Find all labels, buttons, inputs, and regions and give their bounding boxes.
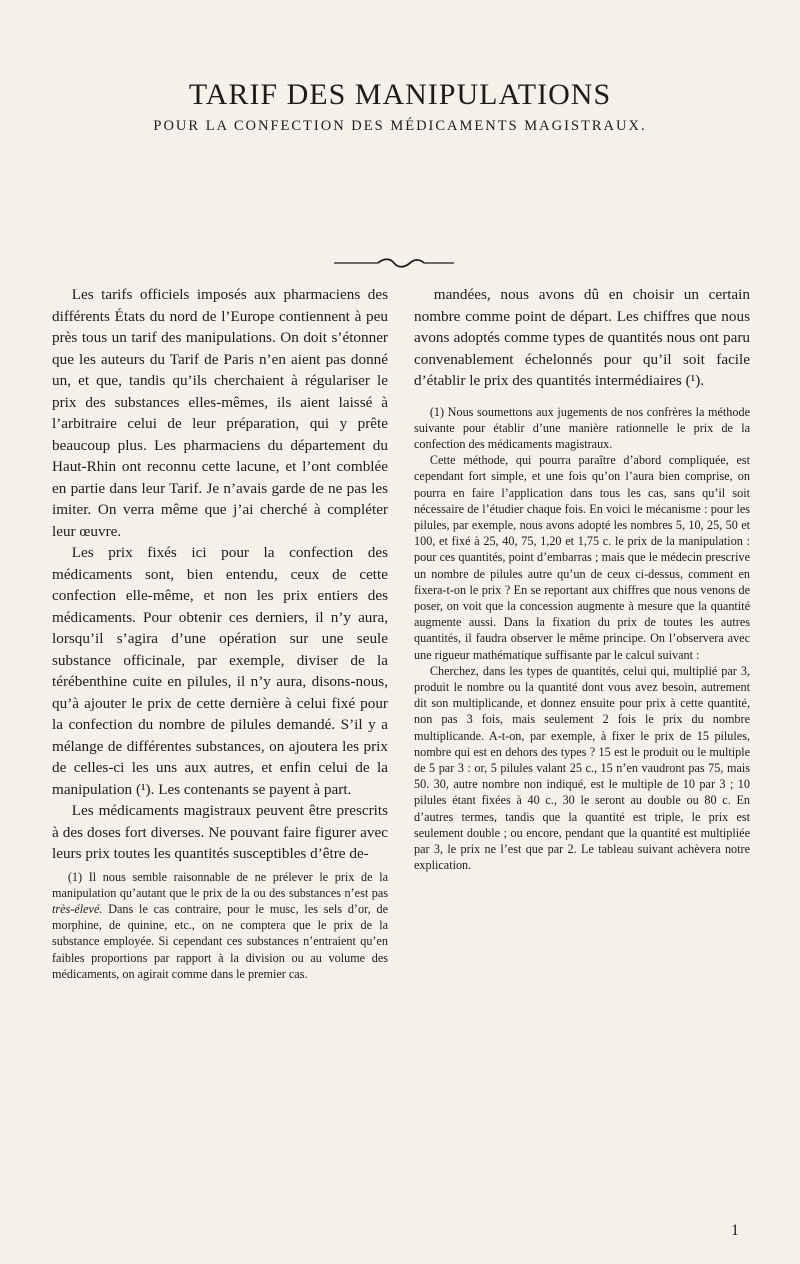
left-column	[52, 284, 388, 982]
footnote-emphasis: très-élevé.	[52, 901, 103, 916]
page-title: TARIF DES MANIPULATIONS	[188, 78, 612, 112]
paragraph-doses: Les médicaments magistraux peuvent être prescrits à des doses fort diverses. Ne pouvant faire figurer avec leurs prix toutes les quantités susceptibles d’être de-	[52, 802, 388, 862]
footnote-right-2: Cette méthode, qui pourra paraître d’abord compliquée, est cependant fort simple, et une fois qu’on l’aura bien comprise, on pourra en faire l’application dans tous les cas, sans qu’il soit nécessaire de l’étudier chaque fois. En voici le mécanisme : pour les pilules, par exemple, nous avons adopté les nombres 5, 10, 25, 50 et 100, et fixé à 25, 40, 75, 1,20 et 1,75 c. le prix de la manipulation : pour ces quantités, point d’embarras ; mais que le médecin prescrive un nombre de pilules autre qu’un de ceux ci-dessus, comment en fixera-t-on le prix ? En se reportant aux chiffres que nous venons de poser, on voit que la concession augmente à mesure que la quantité augmente aussi. Dans la fixation du prix de toutes les autres quantités, il faudra observer le même principe. On l’observera avec une rigueur mathématique suffisante par le calcul suivant :	[414, 453, 750, 662]
right-column	[414, 284, 750, 873]
footnote-right-3: Cherchez, dans les types de quantités, celui qui, multiplié par 3, produit le nombre ou la quantité dont vous avez besoin, autrement dit son multiplicande, et donnez ensuite pour prix à cette quantité, non pas 3 fois, mais seulement 2 fois le prix du nombre multiplicande. A-t-on, par exemple, à fixer le prix de 15 pilules, nombre qui est en dehors des types ? 15 est le produit ou le multiple de 5 par 3 : or, 5 pilules valant 25 c., 15 n’en vaudront pas 75, mais 50. 30, autre nombre non indiqué, est le multiple de 10 par 3 ; 10 pilules étant fixées à 40 c., 30 le seront au double ou 80 c. En d’autres termes, tandis que la quantité est triple, le prix est seulement double ; ou encore, pendant que la quantité est multipliée par 3, le prix ne l’est que par 2. Le tableau suivant achèvera notre explication.	[414, 663, 750, 873]
footnote-right-1: (1) Nous soumettons aux jugements de nos confrères la méthode suivante pour établir d’une manière rationnelle le prix de la confection des médicaments magistraux.	[414, 404, 750, 451]
page-number: 1	[731, 1222, 739, 1239]
footnote-left: (1) Il nous semble raisonnable de ne prélever le prix de la manipulation qu’autant que le prix de la ou des substances n’est pas très-élevé. Dans le cas contraire, pour le musc, les sels d’or, de morphine, de quinine, etc., on ne comptera que le prix de la substance employée. Si cependant ces substances n’entraient qu’en faibles proportions par rapport à la division ou au volume des médicaments, on agirait comme dans le premier cas.	[52, 869, 388, 981]
paragraph-intro: Les tarifs officiels imposés aux pharmaciens des différents États du nord de l’Europe contiennent à peu près tous un tarif des manipulations. On doit s’étonner que les auteurs du Tarif de Paris n’en aient pas donné un, et que, tandis qu’ils cherchaient à régulariser le prix des substances elles-mêmes, ils aient laissé à l’arbitraire celui de leur préparation, qui y prête beaucoup plus. Les pharmaciens du département du Haut-Rhin ont reconnu cette lacune, et l’ont comblée en partie dans leur Tarif. Je n’avais garde de ne pas les imiter. On verra même que j’ai cherché à compléter leur œuvre.	[52, 286, 388, 540]
paragraph-prices: Les prix fixés ici pour la confection des médicaments sont, bien entendu, ceux de cette confection elle-même, et non les prix entiers des médicaments. Pour obtenir ces derniers, il n’y aura, lorsqu’il s’agira d’une opération sur une seule substance officinale, par exemple, diviser de la térébenthine cuite en pilules, il n’y aura, disons-nous, qu’à ajouter le prix de cette dernière à celui fixé pour la confection du nombre de pilules demandé. S’il y a mélange de différentes substances, on ajoutera les prix de celles-ci les uns aux autres, et enfin celui de la manipulation (¹). Les contenants se payent à part.	[52, 544, 388, 798]
paragraph-continued: mandées, nous avons dû en choisir un certain nombre comme point de départ. Les chiffres que nous avons adoptés comme types de quantités nous ont paru convenablement échelonnés pour qu’il soit facile d’établir le prix des quantités intermédiaires (¹).	[414, 286, 750, 389]
ornament-divider	[334, 258, 454, 268]
page-subtitle: POUR LA CONFECTION DES MÉDICAMENTS MAGISTRAUX.	[153, 118, 647, 134]
